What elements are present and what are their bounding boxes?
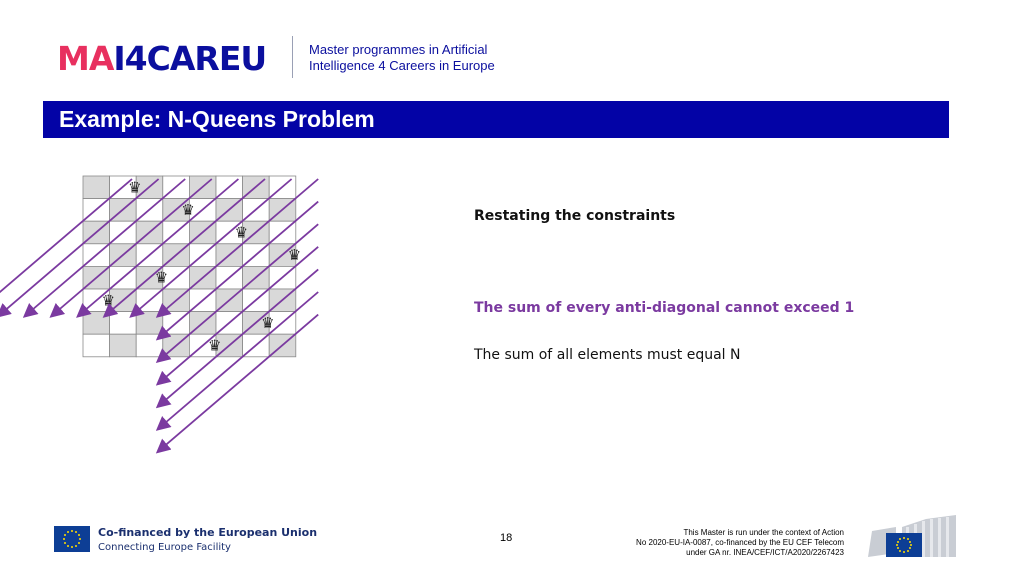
queen-icon: ♛ [234,223,249,242]
queen-icon: ♛ [154,268,169,287]
eu-flag-icon [54,526,90,552]
queen-icon: ♛ [287,246,302,265]
funding-note-line-1: This Master is run under the context of Action [683,528,844,537]
page-number: 18 [500,532,513,544]
anti-diagonal-constraint: The sum of every anti-diagonal cannot exceed 1 [474,300,855,316]
logo-part-1: MA [57,39,114,78]
board-square [83,176,110,199]
eu-cofinanced-label: Co-financed by the European Union [98,526,318,539]
queen-icon: ♛ [181,200,195,219]
constraints-heading: Restating the constraints [474,208,676,224]
sum-constraint: The sum of all elements must equal N [474,347,741,363]
slide-title: Example: N-Queens Problem [59,106,375,132]
queen-icon: ♛ [128,178,142,197]
queen-icon: ♛ [207,336,222,355]
cef-label: Connecting Europe Facility [98,542,231,553]
funding-note [584,528,844,558]
board-square [110,334,137,357]
funding-note-line-2: No 2020-EU-IA-0087, co-financed by the EU CEF Telecom [636,538,844,547]
queen-icon: ♛ [261,313,275,332]
tagline-line-1: Master programmes in Artificial [309,42,488,57]
european-commission-logo [866,513,958,559]
logo-part-2: I4CAR [113,39,219,78]
queen-icon: ♛ [101,291,116,310]
board-square [83,334,110,357]
funding-note-line-3: under GA nr. INEA/CEF/ICT/A2020/2267423 [686,548,844,557]
logo-part-3: EU [218,39,267,78]
tagline-line-2: Intelligence 4 Careers in Europe [309,58,495,73]
